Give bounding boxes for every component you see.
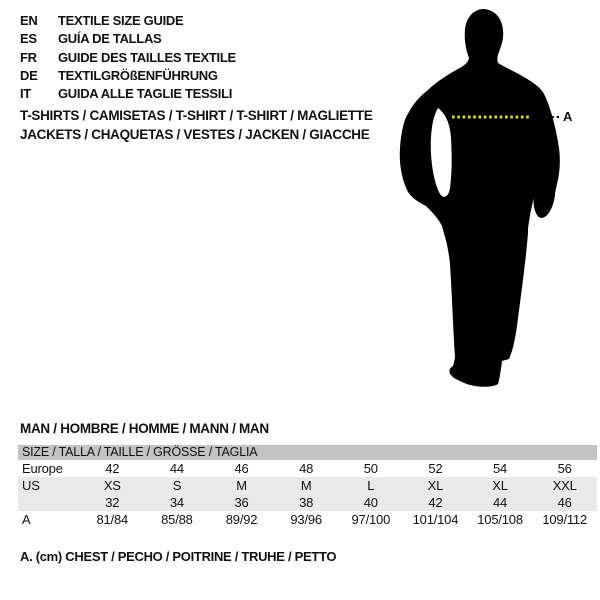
language-row: [20, 49, 236, 67]
language-code: IT: [20, 86, 31, 102]
size-cell: 42: [105, 461, 120, 476]
size-cell: 101/104: [412, 512, 459, 527]
size-cell: 36: [234, 495, 249, 510]
language-code: ES: [20, 31, 37, 47]
size-cell: S: [172, 478, 182, 493]
size-cell: XXL: [552, 478, 577, 493]
language-row: [20, 85, 236, 103]
size-cell: 81/84: [96, 512, 129, 527]
size-cell: 34: [169, 495, 184, 510]
language-label: GUIDE DES TAILLES TEXTILE: [58, 49, 236, 65]
size-cell: 44: [169, 461, 184, 476]
language-row: [20, 12, 236, 30]
size-cell: 93/96: [290, 512, 322, 527]
man-silhouette-path: [400, 9, 560, 387]
table-row-us: [18, 477, 597, 494]
footnote-chest-legend: A. (cm) CHEST / PECHO / POITRINE / TRUHE / PETTO: [20, 549, 337, 564]
size-cell: M: [236, 478, 247, 493]
size-cell: 44: [493, 495, 508, 510]
language-row: [20, 67, 236, 85]
size-cell: 85/88: [161, 512, 193, 527]
man-silhouette-figure: [396, 6, 582, 402]
size-cell: 50: [363, 461, 378, 476]
row-label: US: [22, 478, 40, 493]
table-row-chest-cm: [18, 511, 597, 528]
size-cell: XS: [103, 478, 121, 493]
language-label: GUIDA ALLE TAGLIE TESSILI: [58, 86, 233, 102]
language-code: EN: [20, 13, 38, 28]
size-cell: M: [300, 478, 312, 493]
language-list: [20, 12, 236, 103]
size-cell: 89/92: [225, 512, 258, 527]
language-label: TEXTILE SIZE GUIDE: [58, 13, 184, 28]
size-cell: 46: [557, 495, 572, 510]
measure-label-a: A: [563, 109, 573, 124]
size-cell: 38: [299, 495, 314, 510]
size-cell: 105/108: [477, 512, 523, 527]
row-label: A: [22, 512, 31, 527]
category-line-jackets: JACKETS / CHAQUETAS / VESTES / JACKEN / GIACCHE: [20, 126, 370, 142]
size-cell: 42: [428, 495, 443, 510]
size-cell: 40: [363, 495, 378, 510]
size-cell: 46: [234, 461, 249, 476]
garment-categories: [20, 107, 372, 144]
language-row: [20, 30, 236, 48]
table-row-europe: [18, 460, 597, 477]
size-cell: XL: [427, 478, 444, 493]
section-heading-man: MAN / HOMBRE / HOMME / MANN / MAN: [20, 421, 269, 436]
language-label: GUÍA DE TALLAS: [58, 31, 162, 47]
category-line-tshirts: T-SHIRTS / CAMISETAS / T-SHIRT / T-SHIRT / MAGLIETTE: [20, 108, 373, 123]
language-code: DE: [20, 67, 38, 83]
size-cell: 97/100: [351, 512, 391, 527]
size-table: [18, 445, 597, 528]
size-cell: 48: [299, 461, 314, 476]
table-row-us-numeric: [18, 494, 597, 511]
size-cell: 56: [557, 461, 572, 476]
size-cell: 52: [428, 461, 443, 476]
language-label: TEXTILGRÖßENFÜHRUNG: [58, 67, 218, 83]
man-silhouette-icon: [396, 6, 582, 402]
row-label: Europe: [22, 461, 63, 476]
size-table-header: SIZE / TALLA / TAILLE / GRÖSSE / TAGLIA: [18, 445, 597, 460]
size-cell: L: [367, 478, 375, 493]
size-cell: XL: [492, 478, 508, 493]
size-cell: 54: [493, 461, 508, 476]
language-code: FR: [20, 49, 37, 65]
size-cell: 109/112: [542, 512, 587, 527]
size-cell: 32: [105, 495, 120, 510]
